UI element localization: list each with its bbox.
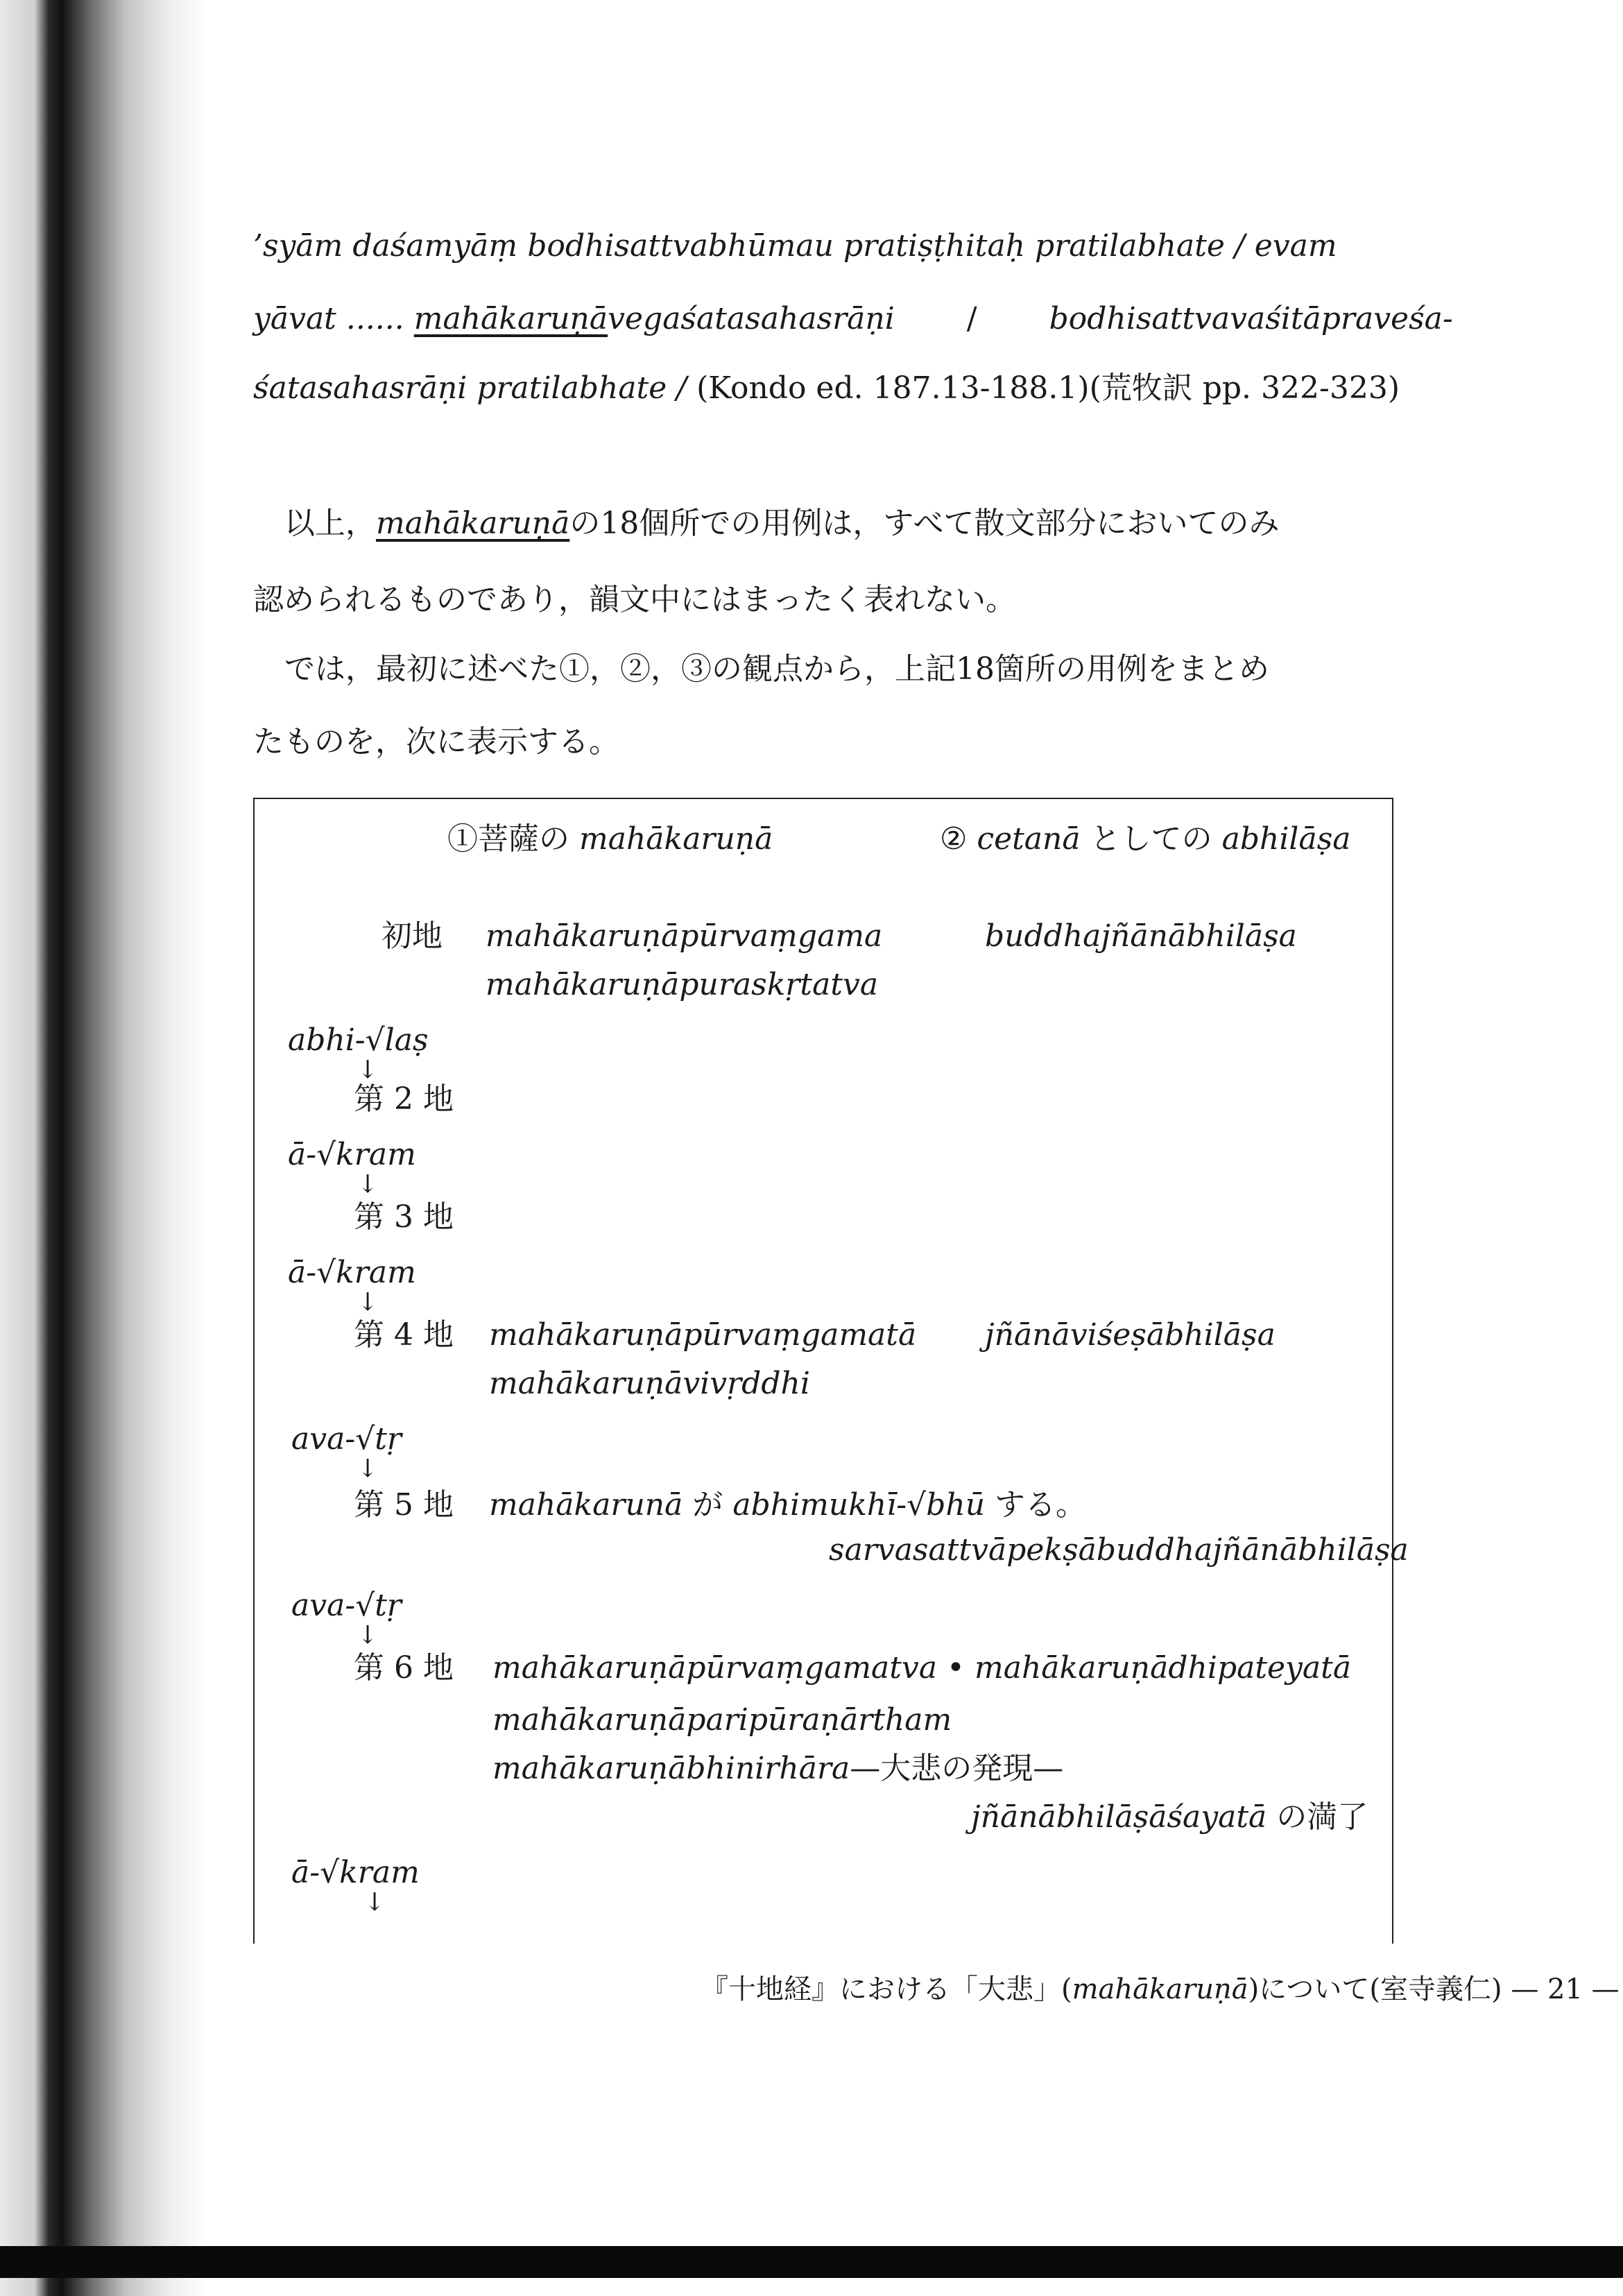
down-arrow-icon: ↓ [357,1288,379,1317]
footer-title-term: mahākaruṇā [1072,1973,1248,2005]
para1-line3-it: śatasahasrāṇi pratilabhate / [253,370,697,406]
stage-label-3: 第 3 地 [354,1199,454,1235]
header-col2-it1: cetanā [977,821,1081,857]
stage6-col1-line3-post: —大悲の発現— [850,1751,1064,1786]
para1-term: mahākaruṇā [413,301,608,336]
stage6-col2-post: の満了 [1266,1799,1368,1835]
stage-label-5: 第 5 地 [354,1487,454,1523]
stage-label-4: 第 4 地 [354,1317,454,1353]
para1-line2-mid: vegaśatasahasrāṇi [608,301,895,336]
stage1-col1-line1: mahākaruṇāpūrvaṃgama [486,918,883,954]
running-footer [701,1970,1620,2009]
stage-label-2: 第 2 地 [354,1081,454,1117]
down-arrow-icon: ↓ [364,1888,386,1917]
para2-term: mahākaruṇā [376,506,570,541]
stage5-col1-mid: が [682,1487,733,1523]
transition-6: ā-√kram [291,1855,420,1890]
down-arrow-icon: ↓ [357,1621,379,1650]
page-number: — 21 — [1502,1973,1620,2005]
footer-title-pre: 『十地経』における「大悲」( [701,1973,1072,2005]
table-header-col1 [447,819,773,860]
para1-line2-sep: / [956,301,987,336]
header-col2-it2: abhilāṣa [1221,821,1351,857]
stage-label-6: 第 6 地 [354,1650,454,1686]
stage5-col1 [489,1484,1086,1526]
stage1-col2: buddhajñānābhilāṣa [985,918,1297,954]
stage4-col1-line1: mahākaruṇāpūrvaṃgamatā [489,1317,917,1353]
transition-1: abhi-√laṣ [288,1022,429,1058]
header-col2-pre: ② [940,821,977,857]
transition-5: ava-√tṛ [291,1588,402,1623]
stage5-col1-it1: mahākarunā [489,1487,683,1523]
para1-line2 [253,298,1453,340]
para1-line2-post: bodhisattvavaśitāpraveśa- [1049,301,1453,336]
stage6-col1-line1-it2: mahākaruṇādhipateyatā [974,1650,1352,1686]
down-arrow-icon: ↓ [357,1170,379,1199]
stage6-col2 [971,1797,1368,1838]
stage6-col1-line1-sep: • [937,1650,974,1686]
stage6-col1-line3 [492,1748,1063,1790]
down-arrow-icon: ↓ [357,1455,379,1483]
stage4-col2: jñānāviśeṣābhilāṣa [985,1317,1276,1353]
scan-edge-bar [0,2246,1623,2278]
stage-label-1: 初地 [381,918,443,954]
para2-line1-pre: 以上， [284,506,376,541]
stage4-col1-line2: mahākaruṇāvivṛddhi [489,1366,810,1401]
footer-title-post: )について(室寺義仁) [1248,1973,1502,2005]
para1-line3 [253,368,1400,409]
para2-line1 [284,503,1279,545]
table-header-col2 [940,819,1351,860]
para2-line1-post: の18個所での用例は，すべて散文部分においてのみ [569,506,1280,541]
header-col1-pre: ①菩薩の [447,821,579,857]
stage6-col2-it: jñānābhilāṣāśayatā [971,1799,1267,1835]
para3-line2: たものを，次に表示する。 [253,724,619,760]
para1-reference: (Kondo ed. 187.13-188.1)(荒牧訳 pp. 322-323) [696,370,1400,406]
para2-line2: 認められるものであり，韻文中にはまったく表れない。 [253,582,1016,617]
para1-line1: ’syām daśamyāṃ bodhisattvabhūmau pratiṣṭhitaḥ pratilabhate / evam [253,228,1337,264]
stage6-col1-line1 [492,1647,1351,1689]
transition-4: ava-√tṛ [291,1421,402,1457]
down-arrow-icon: ↓ [357,1056,379,1084]
stage5-col1-it2: abhimukhī-√bhū [732,1487,986,1523]
para1-line2-pre: yāvat ...... [253,301,414,336]
transition-2: ā-√kram [288,1137,416,1172]
para3-line1: では，最初に述べた①，②，③の観点から，上記18箇所の用例をまとめ [284,651,1269,687]
stage1-col1-line2: mahākaruṇāpuraskṛtatva [486,967,879,1002]
stage6-col1-line1-it1: mahākaruṇāpūrvaṃgamatva [492,1650,938,1686]
stage6-col1-line2: mahākaruṇāparipūraṇārtham [492,1702,952,1738]
header-col2-mid: としての [1080,821,1222,857]
transition-3: ā-√kram [288,1255,416,1290]
stage5-col1-post: する。 [985,1487,1087,1523]
header-col1-term: mahākaruṇā [579,821,773,857]
stage5-col2: sarvasattvāpekṣābuddhajñānābhilāṣa [829,1532,1409,1568]
book-spine-shadow [0,0,208,2296]
stage6-col1-line3-it: mahākaruṇābhinirhāra [492,1751,850,1786]
